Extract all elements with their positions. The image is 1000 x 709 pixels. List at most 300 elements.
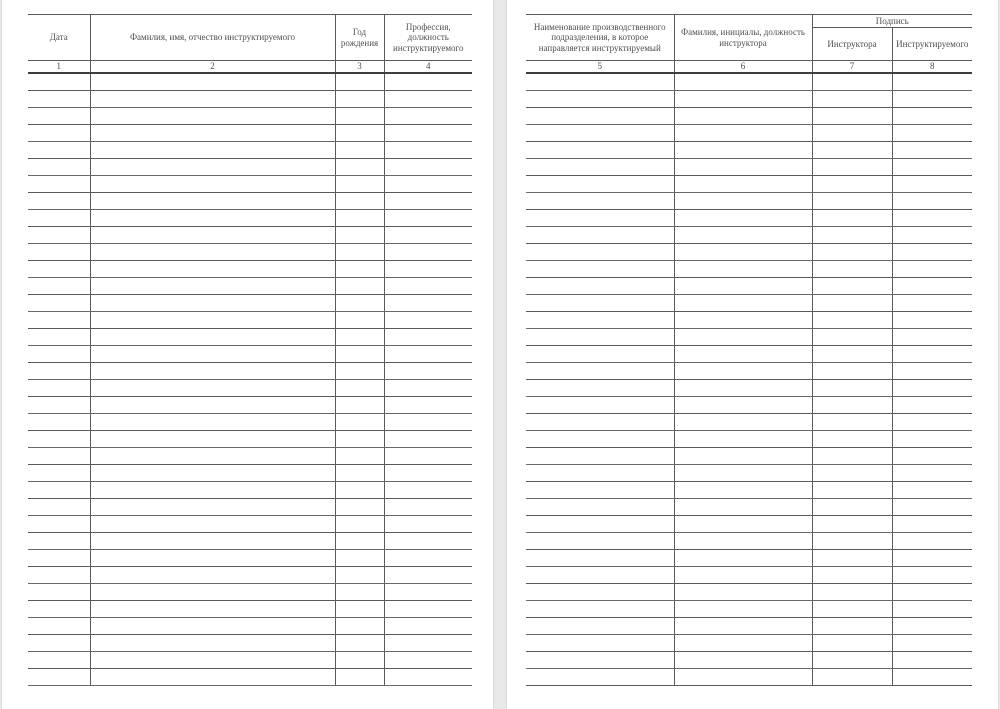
table-cell bbox=[28, 295, 90, 312]
table-cell bbox=[384, 618, 472, 635]
table-cell bbox=[90, 414, 335, 431]
table-cell bbox=[384, 346, 472, 363]
table-cell bbox=[384, 176, 472, 193]
table-row bbox=[526, 669, 972, 686]
table-row bbox=[28, 635, 472, 652]
table-row bbox=[28, 533, 472, 550]
briefing-table-left bbox=[28, 14, 472, 686]
table-cell bbox=[892, 550, 972, 567]
table-cell bbox=[812, 482, 892, 499]
table-cell bbox=[335, 635, 384, 652]
table-row bbox=[526, 244, 972, 261]
header-birth-year: Год рождения bbox=[335, 15, 384, 61]
table-cell bbox=[384, 414, 472, 431]
column-number: 6 bbox=[674, 61, 812, 74]
column-number-row bbox=[526, 61, 972, 74]
table-cell bbox=[674, 397, 812, 414]
table-cell bbox=[526, 516, 674, 533]
table-cell bbox=[384, 669, 472, 686]
table-cell bbox=[526, 278, 674, 295]
table-cell bbox=[384, 601, 472, 618]
table-cell bbox=[526, 482, 674, 499]
table-cell bbox=[526, 669, 674, 686]
table-row bbox=[526, 414, 972, 431]
table-cell bbox=[526, 227, 674, 244]
table-cell bbox=[335, 210, 384, 227]
table-cell bbox=[335, 73, 384, 91]
table-cell bbox=[892, 210, 972, 227]
table-cell bbox=[384, 635, 472, 652]
table-cell bbox=[526, 652, 674, 669]
table-cell bbox=[335, 550, 384, 567]
table-cell bbox=[674, 227, 812, 244]
table-row bbox=[28, 652, 472, 669]
header-profession: Профессия, должность инструктируемого bbox=[384, 15, 472, 61]
table-row bbox=[526, 312, 972, 329]
table-cell bbox=[674, 261, 812, 278]
table-cell bbox=[892, 618, 972, 635]
table-cell bbox=[526, 312, 674, 329]
table-cell bbox=[28, 584, 90, 601]
header-instructor: Фамилия, инициалы, должность инструктора bbox=[674, 15, 812, 61]
table-cell bbox=[384, 159, 472, 176]
table-cell bbox=[335, 618, 384, 635]
table-cell bbox=[812, 261, 892, 278]
table-cell bbox=[812, 363, 892, 380]
table-cell bbox=[28, 244, 90, 261]
table-cell bbox=[674, 210, 812, 227]
table-cell bbox=[812, 210, 892, 227]
table-row bbox=[526, 210, 972, 227]
table-cell bbox=[526, 567, 674, 584]
table-cell bbox=[812, 108, 892, 125]
table-cell bbox=[526, 108, 674, 125]
table-cell bbox=[335, 176, 384, 193]
table-row bbox=[526, 584, 972, 601]
table-cell bbox=[28, 176, 90, 193]
table-cell bbox=[892, 346, 972, 363]
table-cell bbox=[674, 618, 812, 635]
column-number-row bbox=[28, 61, 472, 74]
table-cell bbox=[892, 73, 972, 91]
column-number: 2 bbox=[90, 61, 335, 74]
table-row bbox=[526, 550, 972, 567]
table-cell bbox=[812, 295, 892, 312]
table-cell bbox=[892, 431, 972, 448]
table-row bbox=[526, 159, 972, 176]
table-row bbox=[28, 618, 472, 635]
table-cell bbox=[674, 329, 812, 346]
table-cell bbox=[90, 91, 335, 108]
table-cell bbox=[335, 601, 384, 618]
table-cell bbox=[892, 176, 972, 193]
table-cell bbox=[28, 516, 90, 533]
table-cell bbox=[812, 73, 892, 91]
table-cell bbox=[674, 108, 812, 125]
table-cell bbox=[812, 601, 892, 618]
table-cell bbox=[384, 210, 472, 227]
table-cell bbox=[812, 380, 892, 397]
table-cell bbox=[28, 159, 90, 176]
table-cell bbox=[28, 380, 90, 397]
table-cell bbox=[674, 448, 812, 465]
table-cell bbox=[335, 142, 384, 159]
table-cell bbox=[335, 227, 384, 244]
table-cell bbox=[90, 142, 335, 159]
table-cell bbox=[812, 516, 892, 533]
table-cell bbox=[90, 125, 335, 142]
table-cell bbox=[892, 278, 972, 295]
table-row bbox=[28, 397, 472, 414]
table-cell bbox=[892, 193, 972, 210]
table-cell bbox=[384, 125, 472, 142]
table-cell bbox=[674, 584, 812, 601]
briefing-table-right bbox=[526, 14, 972, 686]
table-row bbox=[28, 669, 472, 686]
table-cell bbox=[526, 380, 674, 397]
table-cell bbox=[90, 210, 335, 227]
table-row bbox=[526, 380, 972, 397]
table-cell bbox=[526, 448, 674, 465]
table-row bbox=[28, 601, 472, 618]
table-cell bbox=[674, 465, 812, 482]
table-cell bbox=[892, 159, 972, 176]
table-cell bbox=[28, 142, 90, 159]
table-cell bbox=[335, 669, 384, 686]
table-cell bbox=[526, 73, 674, 91]
table-cell bbox=[90, 533, 335, 550]
table-cell bbox=[892, 499, 972, 516]
table-row bbox=[28, 499, 472, 516]
table-cell bbox=[812, 159, 892, 176]
table-cell bbox=[28, 533, 90, 550]
table-row bbox=[28, 193, 472, 210]
table-cell bbox=[526, 533, 674, 550]
table-cell bbox=[526, 584, 674, 601]
table-row bbox=[28, 346, 472, 363]
table-cell bbox=[90, 363, 335, 380]
table-cell bbox=[812, 567, 892, 584]
column-number: 1 bbox=[28, 61, 90, 74]
table-cell bbox=[335, 516, 384, 533]
table-cell bbox=[335, 193, 384, 210]
table-row bbox=[28, 465, 472, 482]
table-cell bbox=[335, 329, 384, 346]
table-cell bbox=[384, 261, 472, 278]
table-cell bbox=[28, 91, 90, 108]
table-cell bbox=[674, 142, 812, 159]
table-cell bbox=[674, 91, 812, 108]
table-cell bbox=[384, 584, 472, 601]
table-cell bbox=[892, 465, 972, 482]
table-cell bbox=[892, 601, 972, 618]
table-cell bbox=[90, 567, 335, 584]
table-row bbox=[28, 312, 472, 329]
table-row bbox=[526, 397, 972, 414]
header-row bbox=[526, 15, 972, 28]
table-cell bbox=[335, 380, 384, 397]
header-signature: Подпись bbox=[812, 15, 972, 28]
table-cell bbox=[28, 448, 90, 465]
table-cell bbox=[384, 244, 472, 261]
table-row bbox=[526, 482, 972, 499]
table-cell bbox=[90, 499, 335, 516]
table-cell bbox=[28, 414, 90, 431]
table-row bbox=[28, 210, 472, 227]
table-cell bbox=[90, 244, 335, 261]
table-cell bbox=[384, 482, 472, 499]
table-row bbox=[526, 125, 972, 142]
header-signature-trainee: Инструктируемого bbox=[892, 28, 972, 61]
table-cell bbox=[90, 397, 335, 414]
table-cell bbox=[384, 329, 472, 346]
table-cell bbox=[335, 91, 384, 108]
table-cell bbox=[526, 550, 674, 567]
table-cell bbox=[384, 363, 472, 380]
table-cell bbox=[812, 652, 892, 669]
table-cell bbox=[674, 380, 812, 397]
table-cell bbox=[28, 499, 90, 516]
table-cell bbox=[335, 652, 384, 669]
table-cell bbox=[28, 329, 90, 346]
table-row bbox=[526, 278, 972, 295]
table-cell bbox=[335, 363, 384, 380]
column-number: 5 bbox=[526, 61, 674, 74]
table-cell bbox=[526, 601, 674, 618]
table-row bbox=[526, 363, 972, 380]
column-number: 7 bbox=[812, 61, 892, 74]
table-cell bbox=[674, 601, 812, 618]
table-cell bbox=[28, 669, 90, 686]
table-cell bbox=[812, 465, 892, 482]
table-cell bbox=[526, 159, 674, 176]
table-cell bbox=[526, 363, 674, 380]
table-cell bbox=[384, 652, 472, 669]
table-cell bbox=[892, 584, 972, 601]
table-cell bbox=[384, 91, 472, 108]
table-row bbox=[526, 516, 972, 533]
column-number: 8 bbox=[892, 61, 972, 74]
table-cell bbox=[90, 193, 335, 210]
table-cell bbox=[90, 516, 335, 533]
table-cell bbox=[812, 431, 892, 448]
table-cell bbox=[812, 125, 892, 142]
table-cell bbox=[90, 312, 335, 329]
table-cell bbox=[674, 533, 812, 550]
table-cell bbox=[335, 108, 384, 125]
table-cell bbox=[384, 278, 472, 295]
table-row bbox=[28, 125, 472, 142]
table-cell bbox=[28, 125, 90, 142]
table-cell bbox=[892, 380, 972, 397]
table-cell bbox=[28, 482, 90, 499]
table-cell bbox=[335, 499, 384, 516]
table-cell bbox=[892, 482, 972, 499]
table-cell bbox=[28, 652, 90, 669]
table-cell bbox=[526, 193, 674, 210]
table-cell bbox=[526, 414, 674, 431]
table-row bbox=[526, 108, 972, 125]
table-row bbox=[28, 278, 472, 295]
table-cell bbox=[812, 448, 892, 465]
journal-page-right bbox=[507, 0, 998, 709]
table-cell bbox=[812, 414, 892, 431]
table-cell bbox=[28, 227, 90, 244]
table-row bbox=[526, 261, 972, 278]
table-cell bbox=[384, 550, 472, 567]
table-cell bbox=[812, 312, 892, 329]
table-cell bbox=[812, 227, 892, 244]
table-cell bbox=[335, 295, 384, 312]
table-cell bbox=[674, 567, 812, 584]
table-cell bbox=[892, 261, 972, 278]
table-cell bbox=[28, 635, 90, 652]
table-row bbox=[526, 499, 972, 516]
table-row bbox=[526, 618, 972, 635]
table-cell bbox=[90, 431, 335, 448]
header-signature-instructor: Инструктора bbox=[812, 28, 892, 61]
journal-page-left bbox=[2, 0, 493, 709]
table-row bbox=[526, 448, 972, 465]
table-cell bbox=[90, 584, 335, 601]
table-cell bbox=[90, 346, 335, 363]
table-cell bbox=[28, 193, 90, 210]
table-cell bbox=[526, 635, 674, 652]
table-cell bbox=[674, 414, 812, 431]
table-cell bbox=[526, 176, 674, 193]
table-cell bbox=[526, 125, 674, 142]
table-cell bbox=[892, 635, 972, 652]
table-cell bbox=[28, 108, 90, 125]
table-cell bbox=[90, 278, 335, 295]
table-cell bbox=[526, 465, 674, 482]
table-cell bbox=[812, 618, 892, 635]
table-cell bbox=[526, 210, 674, 227]
table-row bbox=[526, 142, 972, 159]
table-cell bbox=[28, 550, 90, 567]
table-cell bbox=[28, 397, 90, 414]
table-cell bbox=[674, 176, 812, 193]
table-cell bbox=[812, 669, 892, 686]
table-cell bbox=[384, 380, 472, 397]
table-cell bbox=[28, 210, 90, 227]
table-cell bbox=[384, 516, 472, 533]
table-row bbox=[28, 448, 472, 465]
table-cell bbox=[90, 176, 335, 193]
table-cell bbox=[674, 635, 812, 652]
table-cell bbox=[812, 346, 892, 363]
table-row bbox=[28, 142, 472, 159]
header-row bbox=[28, 15, 472, 61]
table-cell bbox=[28, 465, 90, 482]
table-cell bbox=[526, 295, 674, 312]
table-cell bbox=[674, 363, 812, 380]
table-cell bbox=[335, 465, 384, 482]
table-cell bbox=[892, 227, 972, 244]
table-cell bbox=[812, 244, 892, 261]
table-cell bbox=[28, 261, 90, 278]
table-row bbox=[526, 227, 972, 244]
table-cell bbox=[674, 125, 812, 142]
table-row bbox=[28, 159, 472, 176]
table-row bbox=[28, 108, 472, 125]
table-cell bbox=[526, 431, 674, 448]
table-cell bbox=[892, 669, 972, 686]
table-cell bbox=[892, 448, 972, 465]
table-cell bbox=[90, 329, 335, 346]
table-row bbox=[28, 380, 472, 397]
table-cell bbox=[28, 73, 90, 91]
table-row bbox=[28, 91, 472, 108]
table-cell bbox=[384, 397, 472, 414]
table-cell bbox=[674, 159, 812, 176]
table-cell bbox=[90, 380, 335, 397]
table-cell bbox=[812, 533, 892, 550]
table-cell bbox=[335, 159, 384, 176]
table-cell bbox=[812, 329, 892, 346]
header-full-name: Фамилия, имя, отчество инструктируемого bbox=[90, 15, 335, 61]
table-cell bbox=[384, 533, 472, 550]
table-cell bbox=[526, 499, 674, 516]
table-cell bbox=[90, 448, 335, 465]
table-row bbox=[28, 363, 472, 380]
table-cell bbox=[526, 329, 674, 346]
table-cell bbox=[384, 567, 472, 584]
table-row bbox=[28, 550, 472, 567]
table-row bbox=[28, 73, 472, 91]
table-cell bbox=[892, 533, 972, 550]
table-cell bbox=[384, 431, 472, 448]
table-row bbox=[28, 295, 472, 312]
table-cell bbox=[892, 567, 972, 584]
table-cell bbox=[28, 312, 90, 329]
table-cell bbox=[90, 73, 335, 91]
table-row bbox=[28, 414, 472, 431]
table-row bbox=[526, 567, 972, 584]
table-cell bbox=[90, 482, 335, 499]
table-cell bbox=[335, 584, 384, 601]
table-cell bbox=[674, 295, 812, 312]
table-cell bbox=[526, 142, 674, 159]
table-cell bbox=[335, 244, 384, 261]
table-cell bbox=[335, 346, 384, 363]
table-cell bbox=[526, 397, 674, 414]
table-row bbox=[526, 176, 972, 193]
table-cell bbox=[384, 108, 472, 125]
table-cell bbox=[812, 584, 892, 601]
table-cell bbox=[892, 142, 972, 159]
table-row bbox=[28, 584, 472, 601]
table-cell bbox=[812, 142, 892, 159]
table-cell bbox=[90, 635, 335, 652]
table-cell bbox=[28, 363, 90, 380]
column-number: 3 bbox=[335, 61, 384, 74]
table-cell bbox=[384, 295, 472, 312]
table-cell bbox=[812, 91, 892, 108]
table-cell bbox=[384, 73, 472, 91]
table-cell bbox=[674, 73, 812, 91]
column-number: 4 bbox=[384, 61, 472, 74]
table-cell bbox=[28, 431, 90, 448]
table-cell bbox=[28, 601, 90, 618]
table-cell bbox=[90, 669, 335, 686]
table-cell bbox=[526, 91, 674, 108]
table-cell bbox=[384, 448, 472, 465]
table-cell bbox=[90, 618, 335, 635]
table-row bbox=[526, 635, 972, 652]
table-cell bbox=[812, 193, 892, 210]
table-cell bbox=[892, 91, 972, 108]
